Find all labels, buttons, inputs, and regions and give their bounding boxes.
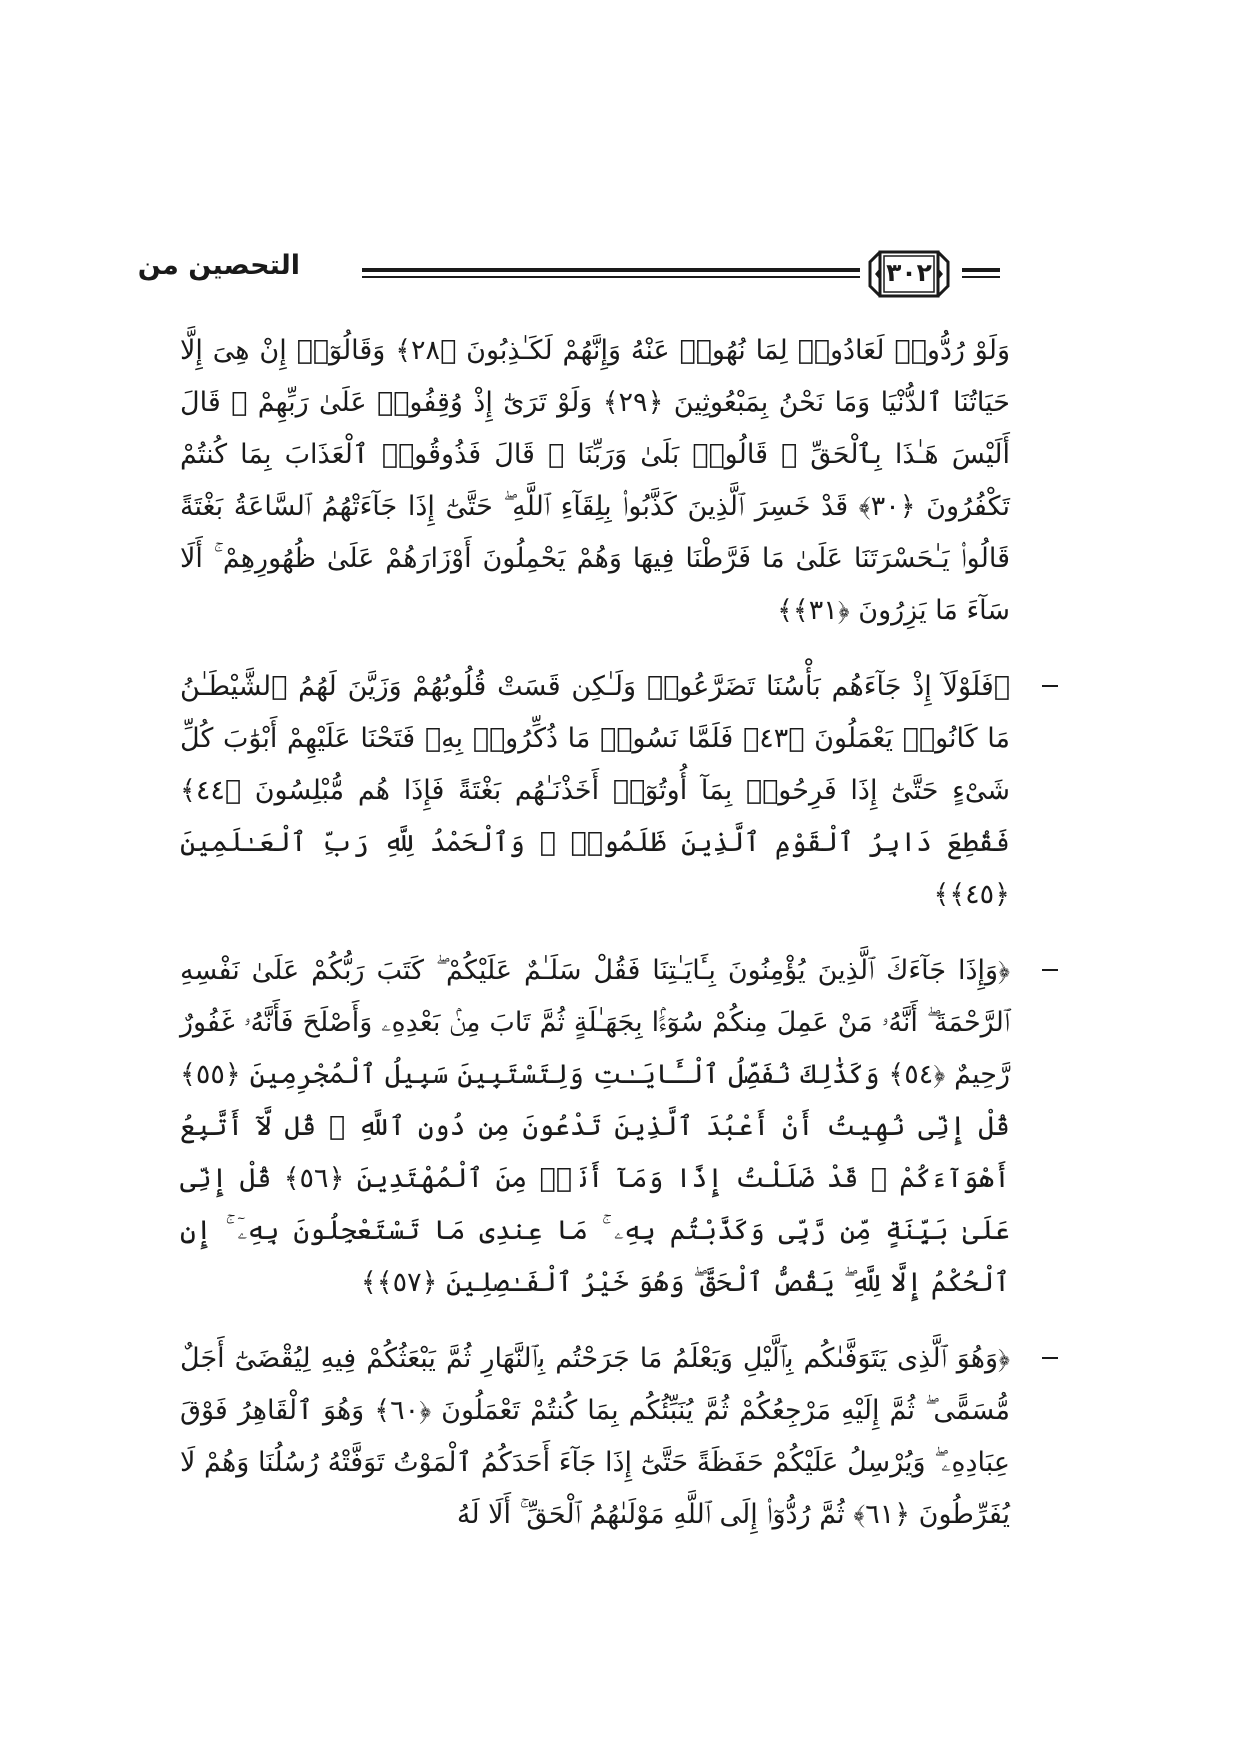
header-rule [362,268,860,281]
dash-bullet-icon [1042,685,1058,687]
verse-text: ﴿فَلَوْلَآ إِذْ جَآءَهُم بَأْسُنَا تَضَرَّعُوا۟ وَلَـٰكِن قَسَتْ قُلُوبُهُمْ وَزَيَّنَ لَهُمُ ٱلشَّيْطَـٰنُ مَا كَانُوا۟ يَعْمَلُونَ ﴿٤٣﴾ فَلَمَّا نَسُوا۟ مَا ذُكِّرُوا۟ بِهِۦ فَتَحْنَا عَلَيْهِمْ أَبْوَٰبَ كُلِّ شَىْءٍ حَتَّىٰٓ إِذَا فَرِحُوا۟ بِمَآ أُوتُوٓا۟ أَخَذْنَـٰهُم بَغْتَةً فَإِذَا هُم مُّبْلِسُونَ ﴿٤٤﴾ فَقُطِعَ دَابِرُ ٱلْقَوْمِ ٱلَّذِينَ ظَلَمُوا۟ ۚ وَٱلْحَمْدُ لِلَّهِ رَبِّ ٱلْعَـٰلَمِينَ ﴿٤٥﴾﴾ [180,671,1010,910]
page-body [180,325,1010,1565]
dash-bullet-icon [1042,1357,1058,1359]
page-number: ٣٠٢ [886,258,932,287]
verse-paragraph [180,661,1010,921]
page-number-frame [864,246,954,302]
verse-paragraph [180,1333,1010,1541]
dash-bullet-icon [1042,969,1058,971]
verse-paragraph [180,945,1010,1309]
page-header [137,246,1000,306]
verse-text: ﴿وَهُوَ ٱلَّذِى يَتَوَفَّىٰكُم بِٱلَّيْلِ وَيَعْلَمُ مَا جَرَحْتُم بِٱلنَّهَارِ ثُمَّ يَبْعَثُكُمْ فِيهِ لِيُقْضَىٰٓ أَجَلٌ مُّسَمًّى ۖ ثُمَّ إِلَيْهِ مَرْجِعُكُمْ ثُمَّ يُنَبِّئُكُم بِمَا كُنتُمْ تَعْمَلُونَ ﴿٦٠﴾ وَهُوَ ٱلْقَاهِرُ فَوْقَ عِبَادِهِۦ ۖ وَيُرْسِلُ عَلَيْكُمْ حَفَظَةً حَتَّىٰٓ إِذَا جَآءَ أَحَدَكُمُ ٱلْمَوْتُ تَوَفَّتْهُ رُسُلُنَا وَهُمْ لَا يُفَرِّطُونَ ﴿٦١﴾ ثُمَّ رُدُّوٓا۟ إِلَى ٱللَّهِ مَوْلَىٰهُمُ ٱلْحَقِّ ۚ أَلَا لَهُ [180,1343,1010,1530]
verse-text: وَلَوْ رُدُّوا۟ لَعَادُوا۟ لِمَا نُهُوا۟ عَنْهُ وَإِنَّهُمْ لَكَـٰذِبُونَ ﴿٢٨﴾ وَقَالُوٓا۟ إِنْ هِىَ إِلَّا حَيَاتُنَا ٱلدُّنْيَا وَمَا نَحْنُ بِمَبْعُوثِينَ ﴿٢٩﴾ وَلَوْ تَرَىٰٓ إِذْ وُقِفُوا۟ عَلَىٰ رَبِّهِمْ ۚ قَالَ أَلَيْسَ هَـٰذَا بِٱلْحَقِّ ۚ قَالُوا۟ بَلَىٰ وَرَبِّنَا ۚ قَالَ فَذُوقُوا۟ ٱلْعَذَابَ بِمَا كُنتُمْ تَكْفُرُونَ ﴿٣٠﴾ قَدْ خَسِرَ ٱلَّذِينَ كَذَّبُوا۟ بِلِقَآءِ ٱللَّهِ ۖ حَتَّىٰٓ إِذَا جَآءَتْهُمُ ٱلسَّاعَةُ بَغْتَةً قَالُوا۟ يَـٰحَسْرَتَنَا عَلَىٰ مَا فَرَّطْنَا فِيهَا وَهُمْ يَحْمِلُونَ أَوْزَارَهُمْ عَلَىٰ ظُهُورِهِمْ ۚ أَلَا سَآءَ مَا يَزِرُونَ ﴿٣١﴾﴾ [180,335,1011,626]
running-title: التحصين من [137,250,300,281]
header-rule-short [962,268,1000,281]
verse-paragraph [180,325,1010,637]
verse-text: ﴿وَإِذَا جَآءَكَ ٱلَّذِينَ يُؤْمِنُونَ بِـَٔايَـٰتِنَا فَقُلْ سَلَـٰمٌ عَلَيْكُمْ ۖ كَتَبَ رَبُّكُمْ عَلَىٰ نَفْسِهِ ٱلرَّحْمَةَ ۖ أَنَّهُۥ مَنْ عَمِلَ مِنكُمْ سُوٓءًۢا بِجَهَـٰلَةٍ ثُمَّ تَابَ مِنۢ بَعْدِهِۦ وَأَصْلَحَ فَأَنَّهُۥ غَفُورٌ رَّحِيمٌ ﴿٥٤﴾ وَكَذَٰلِكَ نُفَصِّلُ ٱلْـَٔايَـٰتِ وَلِتَسْتَبِينَ سَبِيلُ ٱلْمُجْرِمِينَ ﴿٥٥﴾ قُلْ إِنِّى نُهِيتُ أَنْ أَعْبُدَ ٱلَّذِينَ تَدْعُونَ مِن دُونِ ٱللَّهِ ۚ قُل لَّآ أَتَّبِعُ أَهْوَآءَكُمْ ۙ قَدْ ضَلَلْتُ إِذًا وَمَآ أَنَا۠ مِنَ ٱلْمُهْتَدِينَ ﴿٥٦﴾ قُلْ إِنِّى عَلَىٰ بَيِّنَةٍ مِّن رَّبِّى وَكَذَّبْتُم بِهِۦ ۚ مَا عِندِى مَا تَسْتَعْجِلُونَ بِهِۦٓ ۚ إِنِ ٱلْحُكْمُ إِلَّا لِلَّهِ ۖ يَقُصُّ ٱلْحَقَّ ۖ وَهُوَ خَيْرُ ٱلْفَـٰصِلِينَ ﴿٥٧﴾﴾ [180,955,1011,1298]
